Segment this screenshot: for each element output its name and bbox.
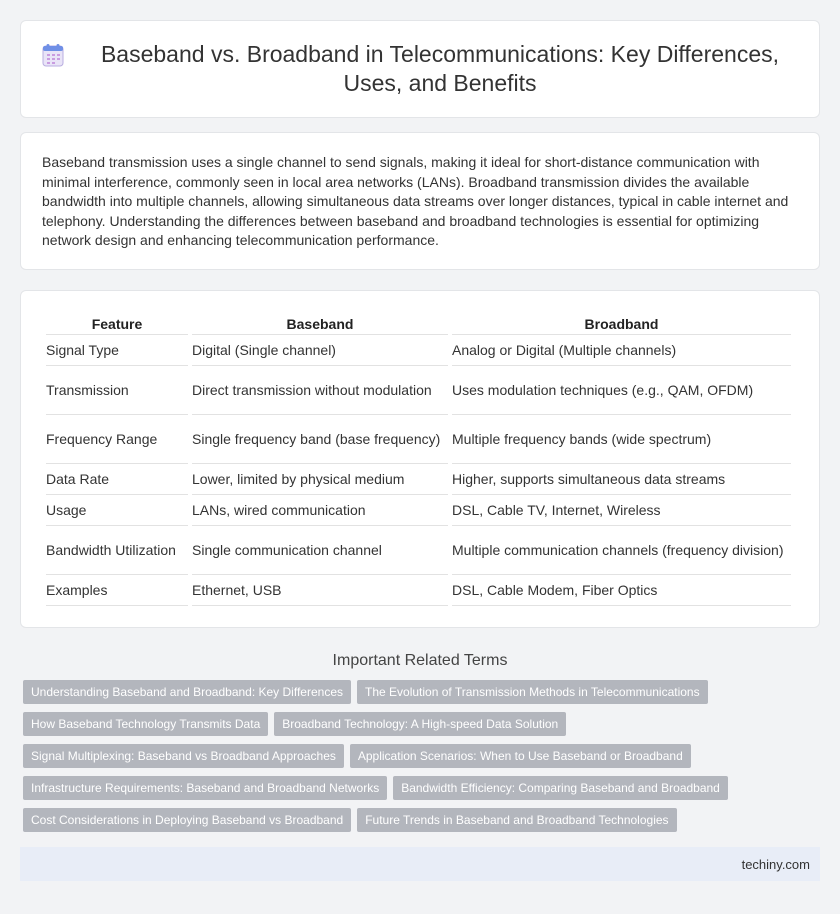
related-term-tag[interactable]: Infrastructure Requirements: Baseband and Broadband Networks	[23, 776, 387, 800]
table-cell: Lower, limited by physical medium	[192, 464, 448, 495]
column-header: Broadband	[452, 311, 791, 335]
table-header-row	[46, 311, 791, 335]
table-row	[46, 335, 791, 366]
table-cell: Transmission	[46, 366, 188, 415]
column-header: Feature	[46, 311, 188, 335]
table-cell: DSL, Cable TV, Internet, Wireless	[452, 495, 791, 526]
table-cell: Ethernet, USB	[192, 575, 448, 606]
related-term-tag[interactable]: Bandwidth Efficiency: Comparing Baseband and Broadband	[393, 776, 728, 800]
related-term-tag[interactable]: How Baseband Technology Transmits Data	[23, 712, 268, 736]
table-cell: Data Rate	[46, 464, 188, 495]
column-header: Baseband	[192, 311, 448, 335]
related-term-tag[interactable]: Understanding Baseband and Broadband: Key Differences	[23, 680, 351, 704]
table-cell: Multiple communication channels (frequency division)	[452, 526, 791, 575]
page-footer	[20, 847, 820, 881]
related-term-tag[interactable]: Application Scenarios: When to Use Baseband or Broadband	[350, 744, 691, 768]
related-terms-heading: Important Related Terms	[332, 652, 508, 669]
comparison-table	[42, 311, 795, 606]
document-icon	[40, 42, 66, 68]
table-row	[46, 415, 791, 464]
comparison-table-card	[20, 290, 820, 628]
page-header	[20, 20, 820, 118]
footer-site-link[interactable]: techiny.com	[741, 856, 810, 872]
related-terms-list	[23, 680, 820, 832]
table-row	[46, 495, 791, 526]
table-cell: Single communication channel	[192, 526, 448, 575]
table-row	[46, 464, 791, 495]
table-cell: Digital (Single channel)	[192, 335, 448, 366]
page-title: Baseband vs. Broadband in Telecommunications: Key Differences, Uses, and Benefits	[100, 41, 780, 96]
related-term-tag[interactable]: Signal Multiplexing: Baseband vs Broadband Approaches	[23, 744, 344, 768]
table-row	[46, 575, 791, 606]
related-term-tag[interactable]: Cost Considerations in Deploying Baseband vs Broadband	[23, 808, 351, 832]
related-term-tag[interactable]: Broadband Technology: A High-speed Data Solution	[274, 712, 566, 736]
table-row	[46, 366, 791, 415]
table-cell: Multiple frequency bands (wide spectrum)	[452, 415, 791, 464]
intro-paragraph: Baseband transmission uses a single channel to send signals, making it ideal for short-distance communication with minimal interference, commonly seen in local area networks (LANs). Broadband transmission divides the available bandwidth into multiple channels, allowing simultaneous data streams over longer distances, typical in cable internet and telephony. Understanding the differences between baseband and broadband technologies is essential for optimizing network design and enhancing telecommunication performance.	[42, 154, 789, 249]
table-cell: Examples	[46, 575, 188, 606]
related-term-tag[interactable]: The Evolution of Transmission Methods in Telecommunications	[357, 680, 708, 704]
table-cell: Signal Type	[46, 335, 188, 366]
table-row	[46, 526, 791, 575]
related-terms-section	[0, 652, 840, 832]
table-cell: Higher, supports simultaneous data streams	[452, 464, 791, 495]
table-cell: Usage	[46, 495, 188, 526]
table-cell: Uses modulation techniques (e.g., QAM, OFDM)	[452, 366, 791, 415]
related-term-tag[interactable]: Future Trends in Baseband and Broadband Technologies	[357, 808, 676, 832]
table-cell: Analog or Digital (Multiple channels)	[452, 335, 791, 366]
table-cell: Direct transmission without modulation	[192, 366, 448, 415]
intro-section	[20, 132, 820, 270]
table-cell: Frequency Range	[46, 415, 188, 464]
table-cell: Single frequency band (base frequency)	[192, 415, 448, 464]
table-cell: LANs, wired communication	[192, 495, 448, 526]
table-cell: DSL, Cable Modem, Fiber Optics	[452, 575, 791, 606]
table-cell: Bandwidth Utilization	[46, 526, 188, 575]
